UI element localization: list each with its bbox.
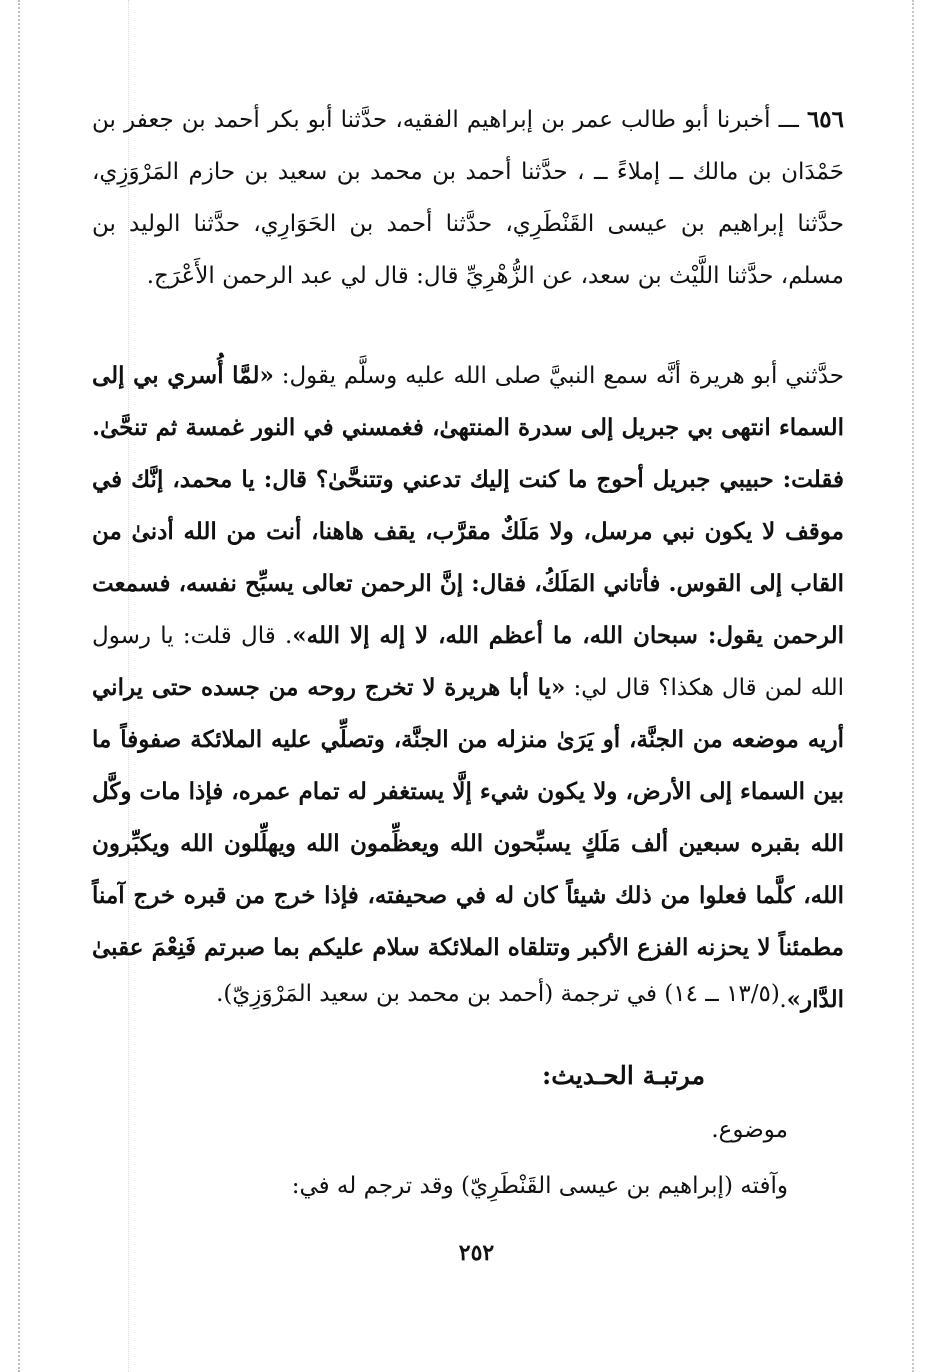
- page-number: ٢٥٢: [458, 1240, 495, 1266]
- matn-separator: . قال قلت: يا رسول الله لمن قال هكذا؟ قال لي:: [92, 623, 844, 701]
- matn-end: .: [779, 987, 787, 1013]
- source-reference: (١٣/٥ ــ ١٤) في ترجمة (أحمد بن محمد بن سعيد المَرْوَزِيّ).: [216, 981, 780, 1007]
- isnad-paragraph: [92, 94, 844, 302]
- scan-edge-left: [18, 0, 20, 1372]
- scan-edge-right: [912, 0, 914, 1372]
- matn-intro: حدَّثني أبو هريرة أنَّه سمع النبيَّ صلى الله عليه وسلَّم يقول:: [273, 363, 844, 389]
- hadith-grade: موضوع.: [711, 1117, 788, 1143]
- section-heading: مرتبـة الحـديث:: [541, 1061, 705, 1090]
- grade-note: وآفته (إبراهيم بن عيسى القَنْطَرِيّ) وقد ترجم له في:: [291, 1173, 788, 1199]
- matn-quote-1: «لمَّا أُسري بي إلى السماء انتهى بي جبريل إلى سدرة المنتهىٰ، فغمسني في النور غمسة ثم تنحَّىٰ. فقلت: حبيبي جبريل أحوج ما كنت إليك تدعني وتتنحَّىٰ؟ قال: يا محمد، إنَّك في موقف لا يكون نبي مرسل، ولا مَلَكٌ مقرَّب، يقف هاهنا، أنت من الله أدنىٰ من القاب إلى القوس. فأتاني المَلَكُ، فقال: إنَّ الرحمن تعالى يسبِّح نفسه، فسمعت الرحمن يقول: سبحان الله، ما أعظم الله، لا إله إلا الله»: [92, 362, 845, 649]
- matn-quote-2: «يا أبا هريرة لا تخرج روحه من جسده حتى يراني أريه موضعه من الجنَّة، أو يَرَىٰ منزله من الجنَّة، وتصلِّي عليه الملائكة صفوفاً ما بين السماء إلى الأرض، ولا يكون شيء إلَّا يستغفر له تمام عمره، فإذا مات وكَّل الله بقبره سبعين ألف مَلَكٍ يسبِّحون الله ويعظِّمون الله ويهلِّلون الله ويكبِّرون الله، كلَّما فعلوا من ذلك شيئاً كان له في صحيفته، فإذا خرج من قبره خرج آمناً مطمئناً لا يحزنه الفزع الأكبر وتتلقاه الملائكة سلام عليكم بما صبرتم فَنِعْمَ عقبىٰ الدَّار»: [92, 674, 844, 1013]
- hadith-number: ٦٥٦: [806, 106, 845, 133]
- isnad-text: ـــ أخبرنا أبو طالب عمر بن إبراهيم الفقيه، حدَّثنا أبو بكر أحمد بن جعفر بن حَمْدَان بن مالك ــ إملاءً ــ ، حدَّثنا أحمد بن محمد بن سعيد بن حازم المَرْوَزِي، حدَّثنا إبراهيم بن عيسى القَنْطَرِي، حدَّثنا أحمد بن الحَوَارِي، حدَّثنا الوليد بن مسلم، حدَّثنا اللَّيْث بن سعد، عن الزُّهْرِيِّ قال: قال لي عبد الرحمن الأَعْرَج.: [92, 107, 844, 289]
- matn-paragraph: [92, 350, 844, 1026]
